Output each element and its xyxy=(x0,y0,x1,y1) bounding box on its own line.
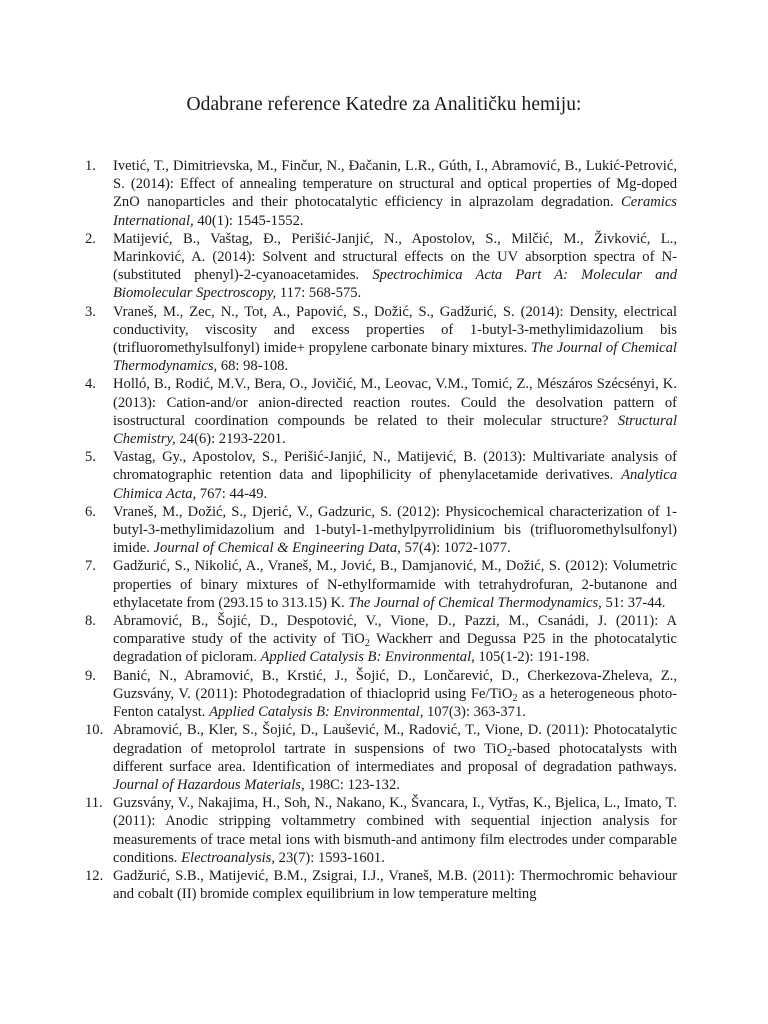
reference-item xyxy=(85,230,677,303)
reference-body-continued: -based photocatalysts with different surface area. Identification of intermediates and proposal of degradation pathways. xyxy=(113,740,677,775)
reference-number: 12. xyxy=(85,867,104,884)
reference-number: 5. xyxy=(85,449,96,466)
citation-details: 51: 37-44. xyxy=(601,594,666,611)
citation-details: 117: 568-575. xyxy=(276,285,362,302)
journal-name: The Journal of Chemical Thermodynamics, xyxy=(113,340,677,375)
title-highlight: Analitičku xyxy=(433,94,517,115)
reference-number: 7. xyxy=(85,558,96,575)
reference-text xyxy=(113,157,677,230)
journal-name: Structural Chemistry, xyxy=(113,412,677,448)
reference-text xyxy=(113,557,677,612)
citation-details: 767: 44-49. xyxy=(196,485,268,502)
reference-body: Ivetić, T., Dimitrievska, M., Finčur, N., Đačanin, L.R., Gúth, I., Abramović, B., Lukić-Petrović, S. (2014): Effect of annealing temperature on structural and optical properties of Mg-doped ZnO nanoparticles and their photocatalytic efficiency in alprazolam degradation. xyxy=(113,158,677,211)
title-prefix: Odabrane reference Katedre za xyxy=(186,94,434,115)
page-title xyxy=(0,93,768,117)
reference-item xyxy=(85,867,677,903)
reference-number: 1. xyxy=(85,158,96,174)
reference-text xyxy=(113,867,677,903)
citation-details: 107(3): 363-371. xyxy=(423,704,526,721)
citation-details: 24(6): 2193-2201. xyxy=(175,431,286,448)
journal-name: Spectrochimica Acta Part A: Molecular and Biomolecular Spectroscopy, xyxy=(113,267,678,302)
citation-details: 105(1-2): 191-198. xyxy=(474,649,590,666)
reference-body: Guzsvány, V., Nakajima, H., Soh, N., Nakano, K., Švancara, I., Vytřas, K., Bjelica, L., Imato, T. (2011): Anodic stripping voltammetry combined with sequential injection analysis for measurements of trace metal ions with bismuth-and antimony film electrodes under comparable conditions. xyxy=(113,795,677,866)
reference-number: 11. xyxy=(85,795,103,812)
reference-item xyxy=(85,612,677,667)
reference-item xyxy=(85,503,677,558)
reference-number: 4. xyxy=(85,376,96,393)
reference-text xyxy=(113,503,677,558)
reference-number: 10. xyxy=(85,722,104,739)
reference-body: Gadžurić, S., Nikolić, A., Vraneš, M., Jović, B., Damjanović, M., Dožić, S. (2012): Volumetric properties of binary mixtures of N-ethylformamide with tetrahydrofuran, 2-butanone and ethylacetate from (293.15 to 313.15) K. xyxy=(113,558,677,611)
reference-item xyxy=(85,721,677,794)
reference-text xyxy=(113,230,677,303)
journal-name: Applied Catalysis B: Environmental, xyxy=(260,649,475,666)
reference-body: Vraneš, M., Zec, N., Tot, A., Papović, S., Dožić, S., Gadžurić, S. (2014): Density, electrical conductivity, viscosity and excess properties of 1-butyl-3-methylimidazolium bis (trifluoromethylsulfonyl) imide+ propylene carbonate binary mixtures. xyxy=(113,303,677,357)
reference-text xyxy=(113,667,677,722)
reference-text xyxy=(113,448,677,503)
reference-item xyxy=(85,667,677,722)
title-suffix: hemiju: xyxy=(516,94,582,115)
journal-name: Electroanalysis, xyxy=(181,849,276,866)
reference-item xyxy=(85,303,677,376)
journal-name: Ceramics International, xyxy=(113,194,677,229)
journal-name: Journal of Hazardous Materials, xyxy=(113,776,305,793)
journal-name: Analytica Chimica Acta, xyxy=(113,467,677,502)
reference-body-continued: Wackherr and Degussa P25 in the photocatalytic degradation of picloram. xyxy=(113,631,677,666)
subscript: 2 xyxy=(364,638,370,650)
reference-body: Vraneš, M., Dožić, S., Djerić, V., Gadzuric, S. (2012): Physicochemical characterization of 1-butyl-3-methylimidazolium and 1-butyl-1-methylpyrrolidinium bis (trifluoromethylsulfonyl) imide. xyxy=(113,503,677,557)
reference-number: 6. xyxy=(85,503,96,520)
reference-list xyxy=(85,157,677,903)
reference-item xyxy=(85,375,677,448)
reference-body-continued: as a heterogeneous photo-Fenton catalyst. xyxy=(113,685,677,721)
reference-text xyxy=(113,375,677,448)
reference-text xyxy=(113,721,677,794)
journal-name: Applied Catalysis B: Environmental, xyxy=(209,704,424,721)
subscript: 2 xyxy=(512,692,518,704)
journal-name: The Journal of Chemical Thermodynamics, xyxy=(348,594,602,611)
citation-details: 198C: 123-132. xyxy=(304,776,400,793)
citation-details: 40(1): 1545-1552. xyxy=(193,212,304,229)
citation-details: 57(4): 1072-1077. xyxy=(400,540,511,557)
reference-number: 3. xyxy=(85,303,96,320)
reference-number: 8. xyxy=(85,613,96,630)
reference-text xyxy=(113,794,677,867)
subscript: 2 xyxy=(507,747,513,759)
reference-number: 9. xyxy=(85,667,96,684)
citation-details: 23(7): 1593-1601. xyxy=(275,849,385,866)
reference-body: Vastag, Gy., Apostolov, S., Perišić-Janjić, N., Matijević, B. (2013): Multivariate analysis of chromatographic retention data and lipophilicity of phenylacetamide derivatives. xyxy=(113,449,677,484)
reference-text xyxy=(113,612,677,667)
reference-item xyxy=(85,157,677,230)
journal-name: Journal of Chemical & Engineering Data, xyxy=(153,540,401,557)
reference-body: Abramović, B., Kler, S., Šojić, D., Laušević, M., Radović, T., Vione, D. (2011): Photocatalytic degradation of metoprolol tartrate in suspensions of two TiO xyxy=(113,722,677,757)
reference-body: Holló, B., Rodić, M.V., Bera, O., Jovičić, M., Leovac, V.M., Tomić, Z., Mészáros Szécsényi, K. (2013): Cation-and/or anion-directed reaction routes. Could the desolvation pattern of isostructural coordination compounds be related to their molecular structure? xyxy=(113,376,677,429)
reference-body: Banić, N., Abramović, B., Krstić, J., Šojić, D., Lončarević, D., Cherkezova-Zheleva, Z., Guzsvány, V. (2011): Photodegradation of thiacloprid using Fe/TiO xyxy=(113,667,677,702)
reference-text xyxy=(113,303,677,376)
reference-item xyxy=(85,557,677,612)
reference-item xyxy=(85,794,677,867)
reference-body: Gadžurić, S.B., Matijević, B.M., Zsigrai, I.J., Vraneš, M.B. (2011): Thermochromic behaviour and cobalt (II) bromide complex equilibrium in low temperature melting xyxy=(113,867,677,903)
reference-body: Abramović, B., Šojić, D., Despotović, V., Vione, D., Pazzi, M., Csanádi, J. (2011): A comparative study of the activity of TiO xyxy=(113,613,677,648)
reference-number: 2. xyxy=(85,230,96,247)
reference-item xyxy=(85,448,677,503)
citation-details: 68: 98-108. xyxy=(217,358,289,375)
reference-body: Matijević, B., Vaštag, Đ., Perišić-Janjić, N., Apostolov, S., Milčić, M., Živković, L., Marinković, A. (2014): Solvent and structural effects on the UV absorption spectra of N-(substituted phenyl)-2-cyanoacetamides. xyxy=(113,230,677,284)
